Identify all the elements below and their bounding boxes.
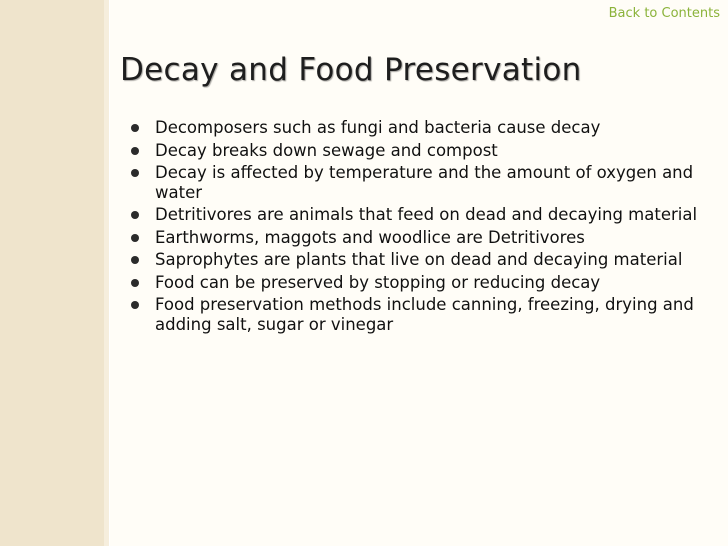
bullet-item bbox=[128, 273, 713, 293]
bullet-dot-icon bbox=[131, 279, 139, 287]
bullet-text: Saprophytes are plants that live on dead and decaying material bbox=[155, 250, 683, 269]
bullet-text: Decomposers such as fungi and bacteria cause decay bbox=[155, 118, 601, 137]
bullet-item bbox=[128, 118, 713, 138]
bullet-text: Detritivores are animals that feed on dead and decaying material bbox=[155, 205, 698, 224]
bullet-dot-icon bbox=[131, 169, 139, 177]
back-to-contents-link[interactable]: Back to Contents bbox=[608, 6, 720, 21]
bullet-item bbox=[128, 163, 713, 202]
bullet-item bbox=[128, 228, 713, 248]
bullet-text: Food preservation methods include canning, freezing, drying and adding salt, sugar or vinegar bbox=[155, 295, 694, 334]
bullet-item bbox=[128, 295, 713, 334]
bullet-list bbox=[128, 118, 713, 337]
bullet-text: Decay breaks down sewage and compost bbox=[155, 140, 498, 160]
bullet-text: Food can be preserved by stopping or reducing decay bbox=[155, 272, 601, 292]
bullet-dot-icon bbox=[131, 234, 139, 242]
bullet-item bbox=[128, 205, 713, 225]
bullet-dot-icon bbox=[131, 124, 139, 132]
bullet-dot-icon bbox=[131, 211, 139, 219]
band-edge bbox=[104, 0, 109, 546]
bullet-text: Decay is affected by temperature and the amount of oxygen and water bbox=[155, 163, 694, 202]
bullet-dot-icon bbox=[131, 301, 139, 309]
bullet-dot-icon bbox=[131, 256, 139, 264]
bullet-item bbox=[128, 250, 713, 270]
left-decorative-band bbox=[0, 0, 104, 546]
bullet-dot-icon bbox=[131, 147, 139, 155]
bullet-item bbox=[128, 141, 713, 161]
bullet-text: Earthworms, maggots and woodlice are Detritivores bbox=[155, 227, 585, 247]
slide-title: Decay and Food Preservation bbox=[120, 52, 582, 88]
